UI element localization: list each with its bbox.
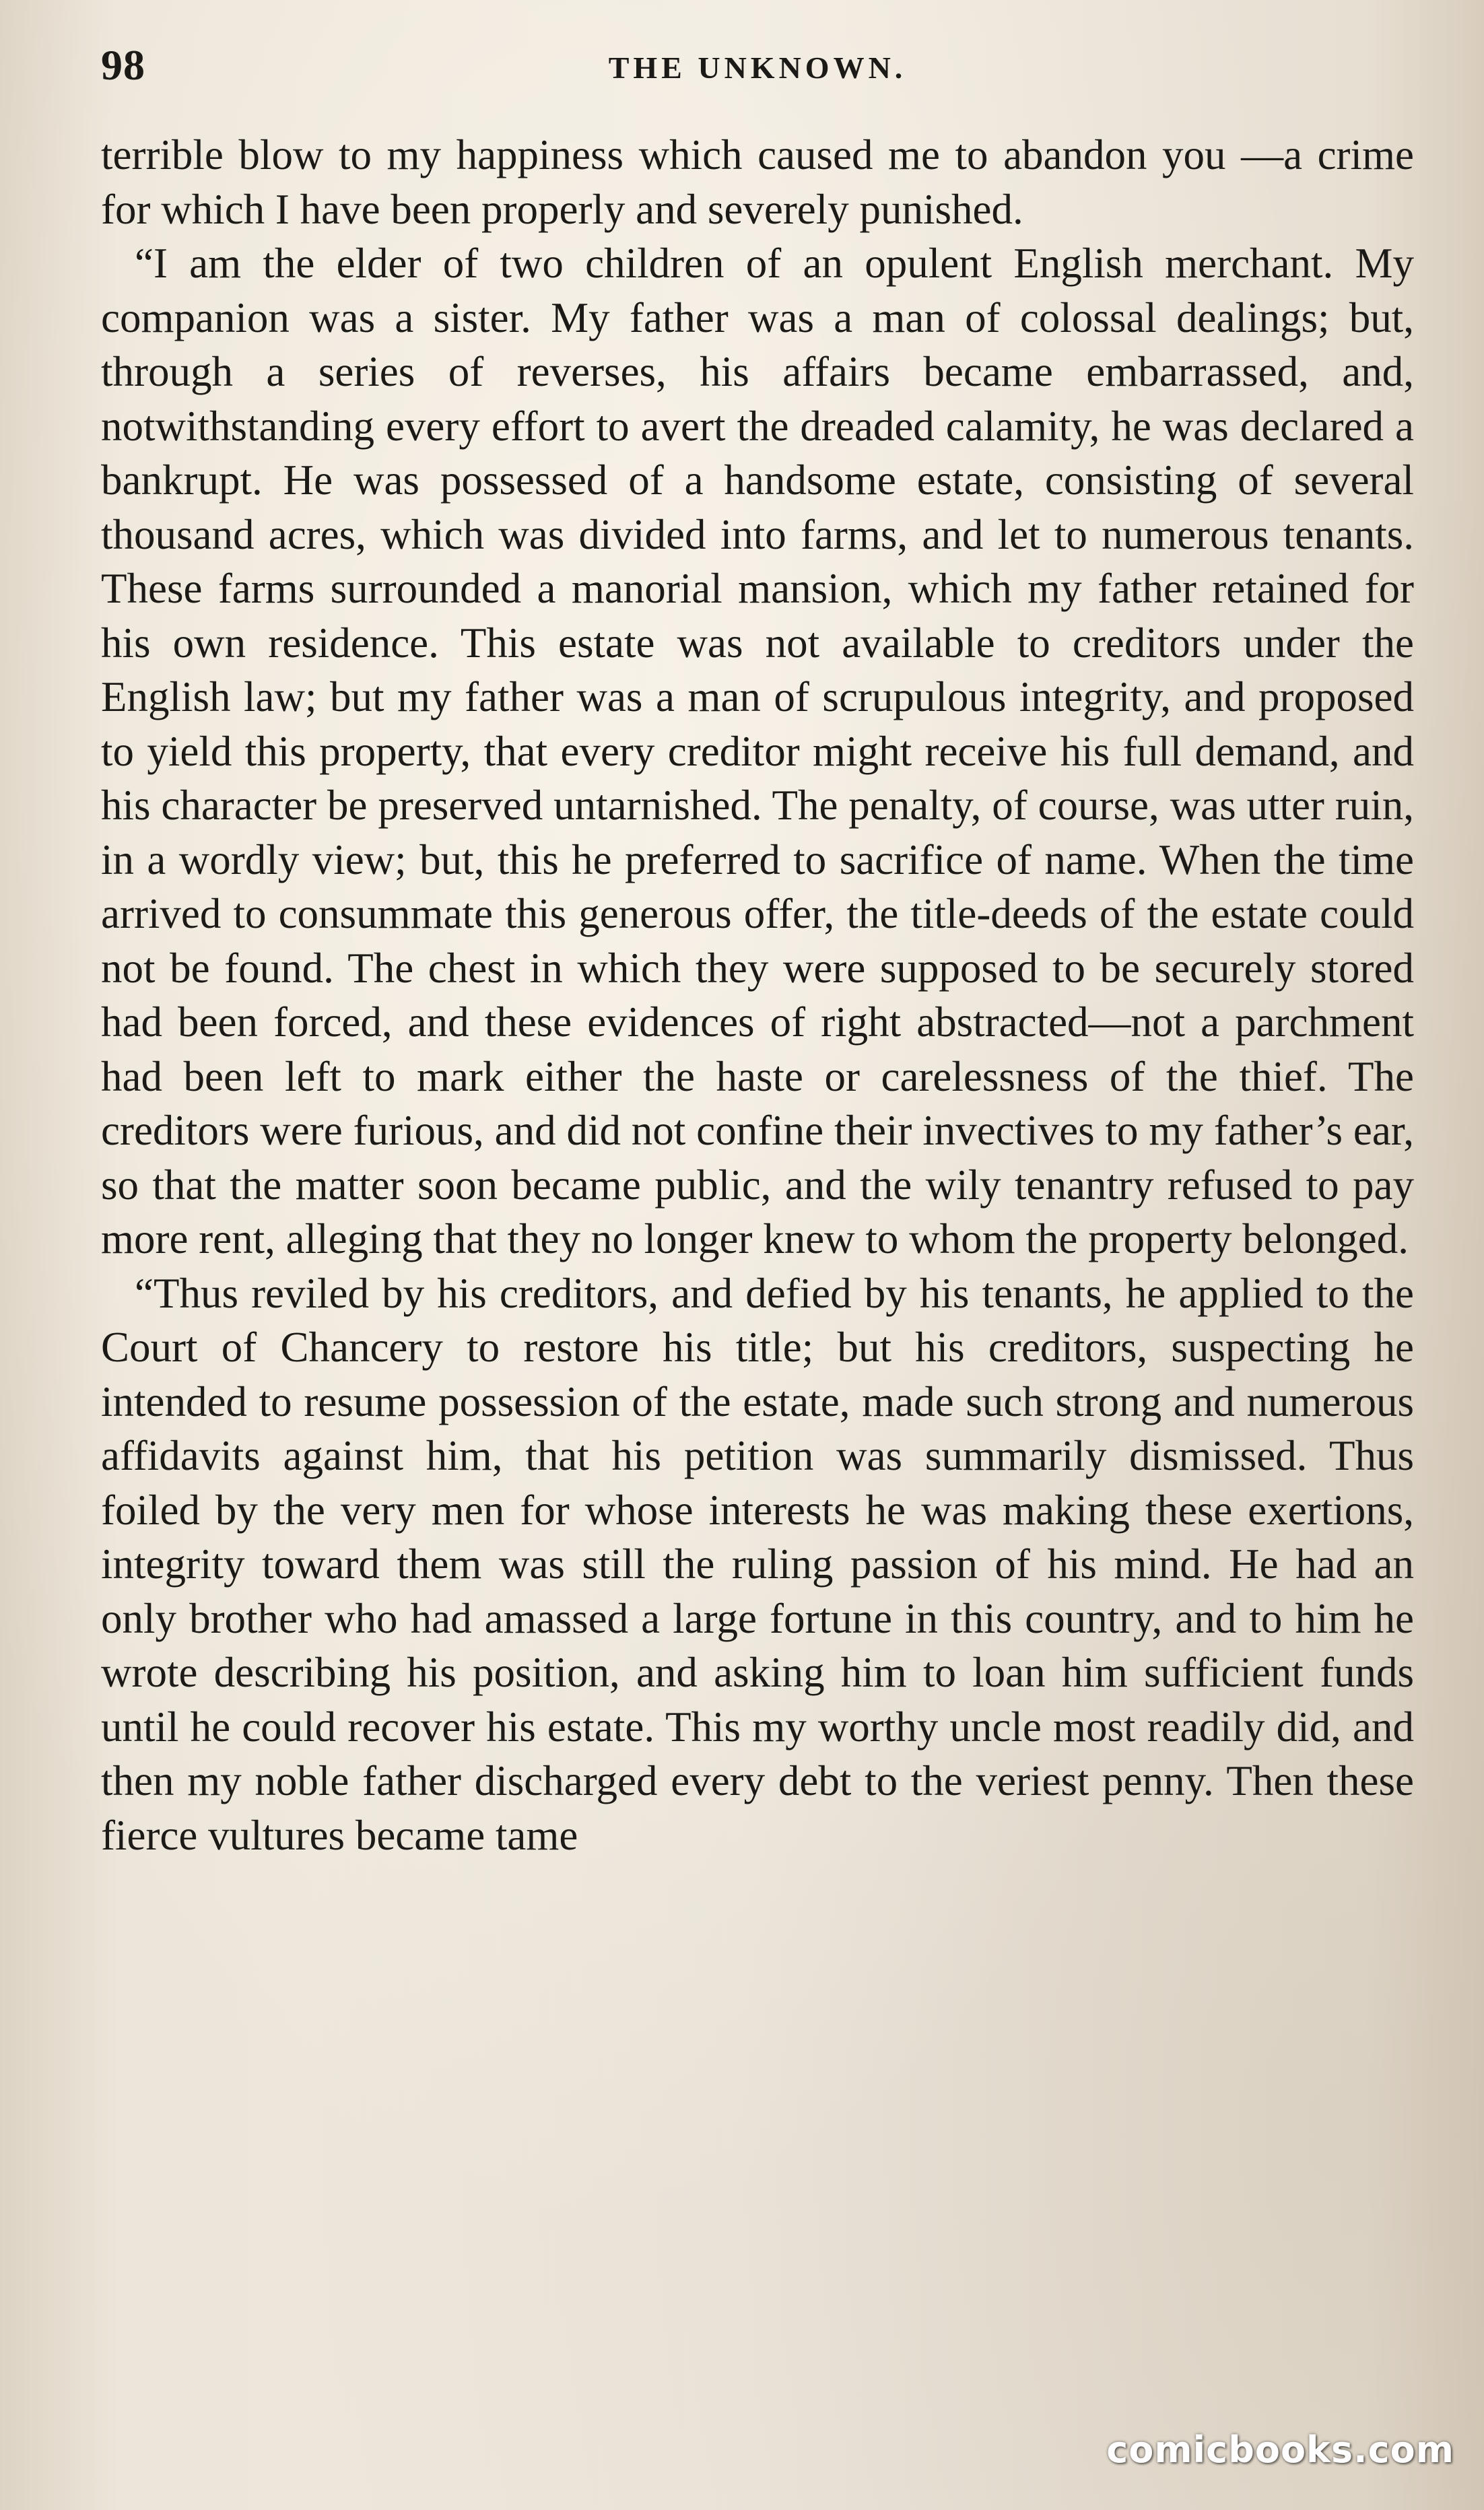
- paragraph: “Thus reviled by his creditors, and defied by his tenants, he applied to the Court of Chancery to restore his title; but his creditors, suspecting he intended to resume possession of the estate, made such strong and numerous affidavits against him, that his petition was summarily dismissed. Thus foiled by the very men for whose interests he was making these exertions, integrity toward them was still the ruling passion of his mind. He had an only brother who had amassed a large fortune in this country, and to him he wrote describing his position, and asking him to loan him sufficient funds until he could recover his estate. This my worthy uncle most readily did, and then my noble father discharged every debt to the veriest penny. Then these fierce vultures became tame: [101, 1269, 1414, 1859]
- page-number: 98: [101, 41, 145, 89]
- paragraph: “I am the elder of two children of an opulent English merchant. My companion was a sister. My father was a man of colossal dealings; but, through a series of reverses, his affairs became embarrassed, and, notwithstanding every effort to avert the dreaded calamity, he was declared a bankrupt. He was possessed of a handsome estate, consisting of several thousand acres, which was divided into farms, and let to numerous tenants. These farms surrounded a manorial mansion, which my father retained for his own residence. This estate was not available to creditors under the English law; but my father was a man of scrupulous integrity, and proposed to yield this property, that every creditor might receive his full demand, and his character be preserved untarnished. The penalty, of course, was utter ruin, in a wordly view; but, this he preferred to sacrifice of name. When the time arrived to consummate this generous offer, the title-deeds of the estate could not be found. The chest in which they were supposed to be securely stored had been forced, and these evidences of right abstracted—not a parchment had been left to mark either the haste or carelessness of the thief. The creditors were furious, and did not confine their invectives to my father’s ear, so that the matter soon became public, and the wily tenantry refused to pay more rent, alleging that they no longer knew to whom the property belonged.: [101, 240, 1414, 1262]
- paragraph-continued: terrible blow to my happiness which caused me to abandon you —a crime for which I have been properly and severely punished.: [101, 131, 1414, 233]
- running-head: THE UNKNOWN.: [608, 50, 907, 85]
- watermark: comicbooks.com: [1106, 2429, 1454, 2471]
- page-header: [101, 27, 1414, 108]
- body-text: [101, 128, 1414, 1862]
